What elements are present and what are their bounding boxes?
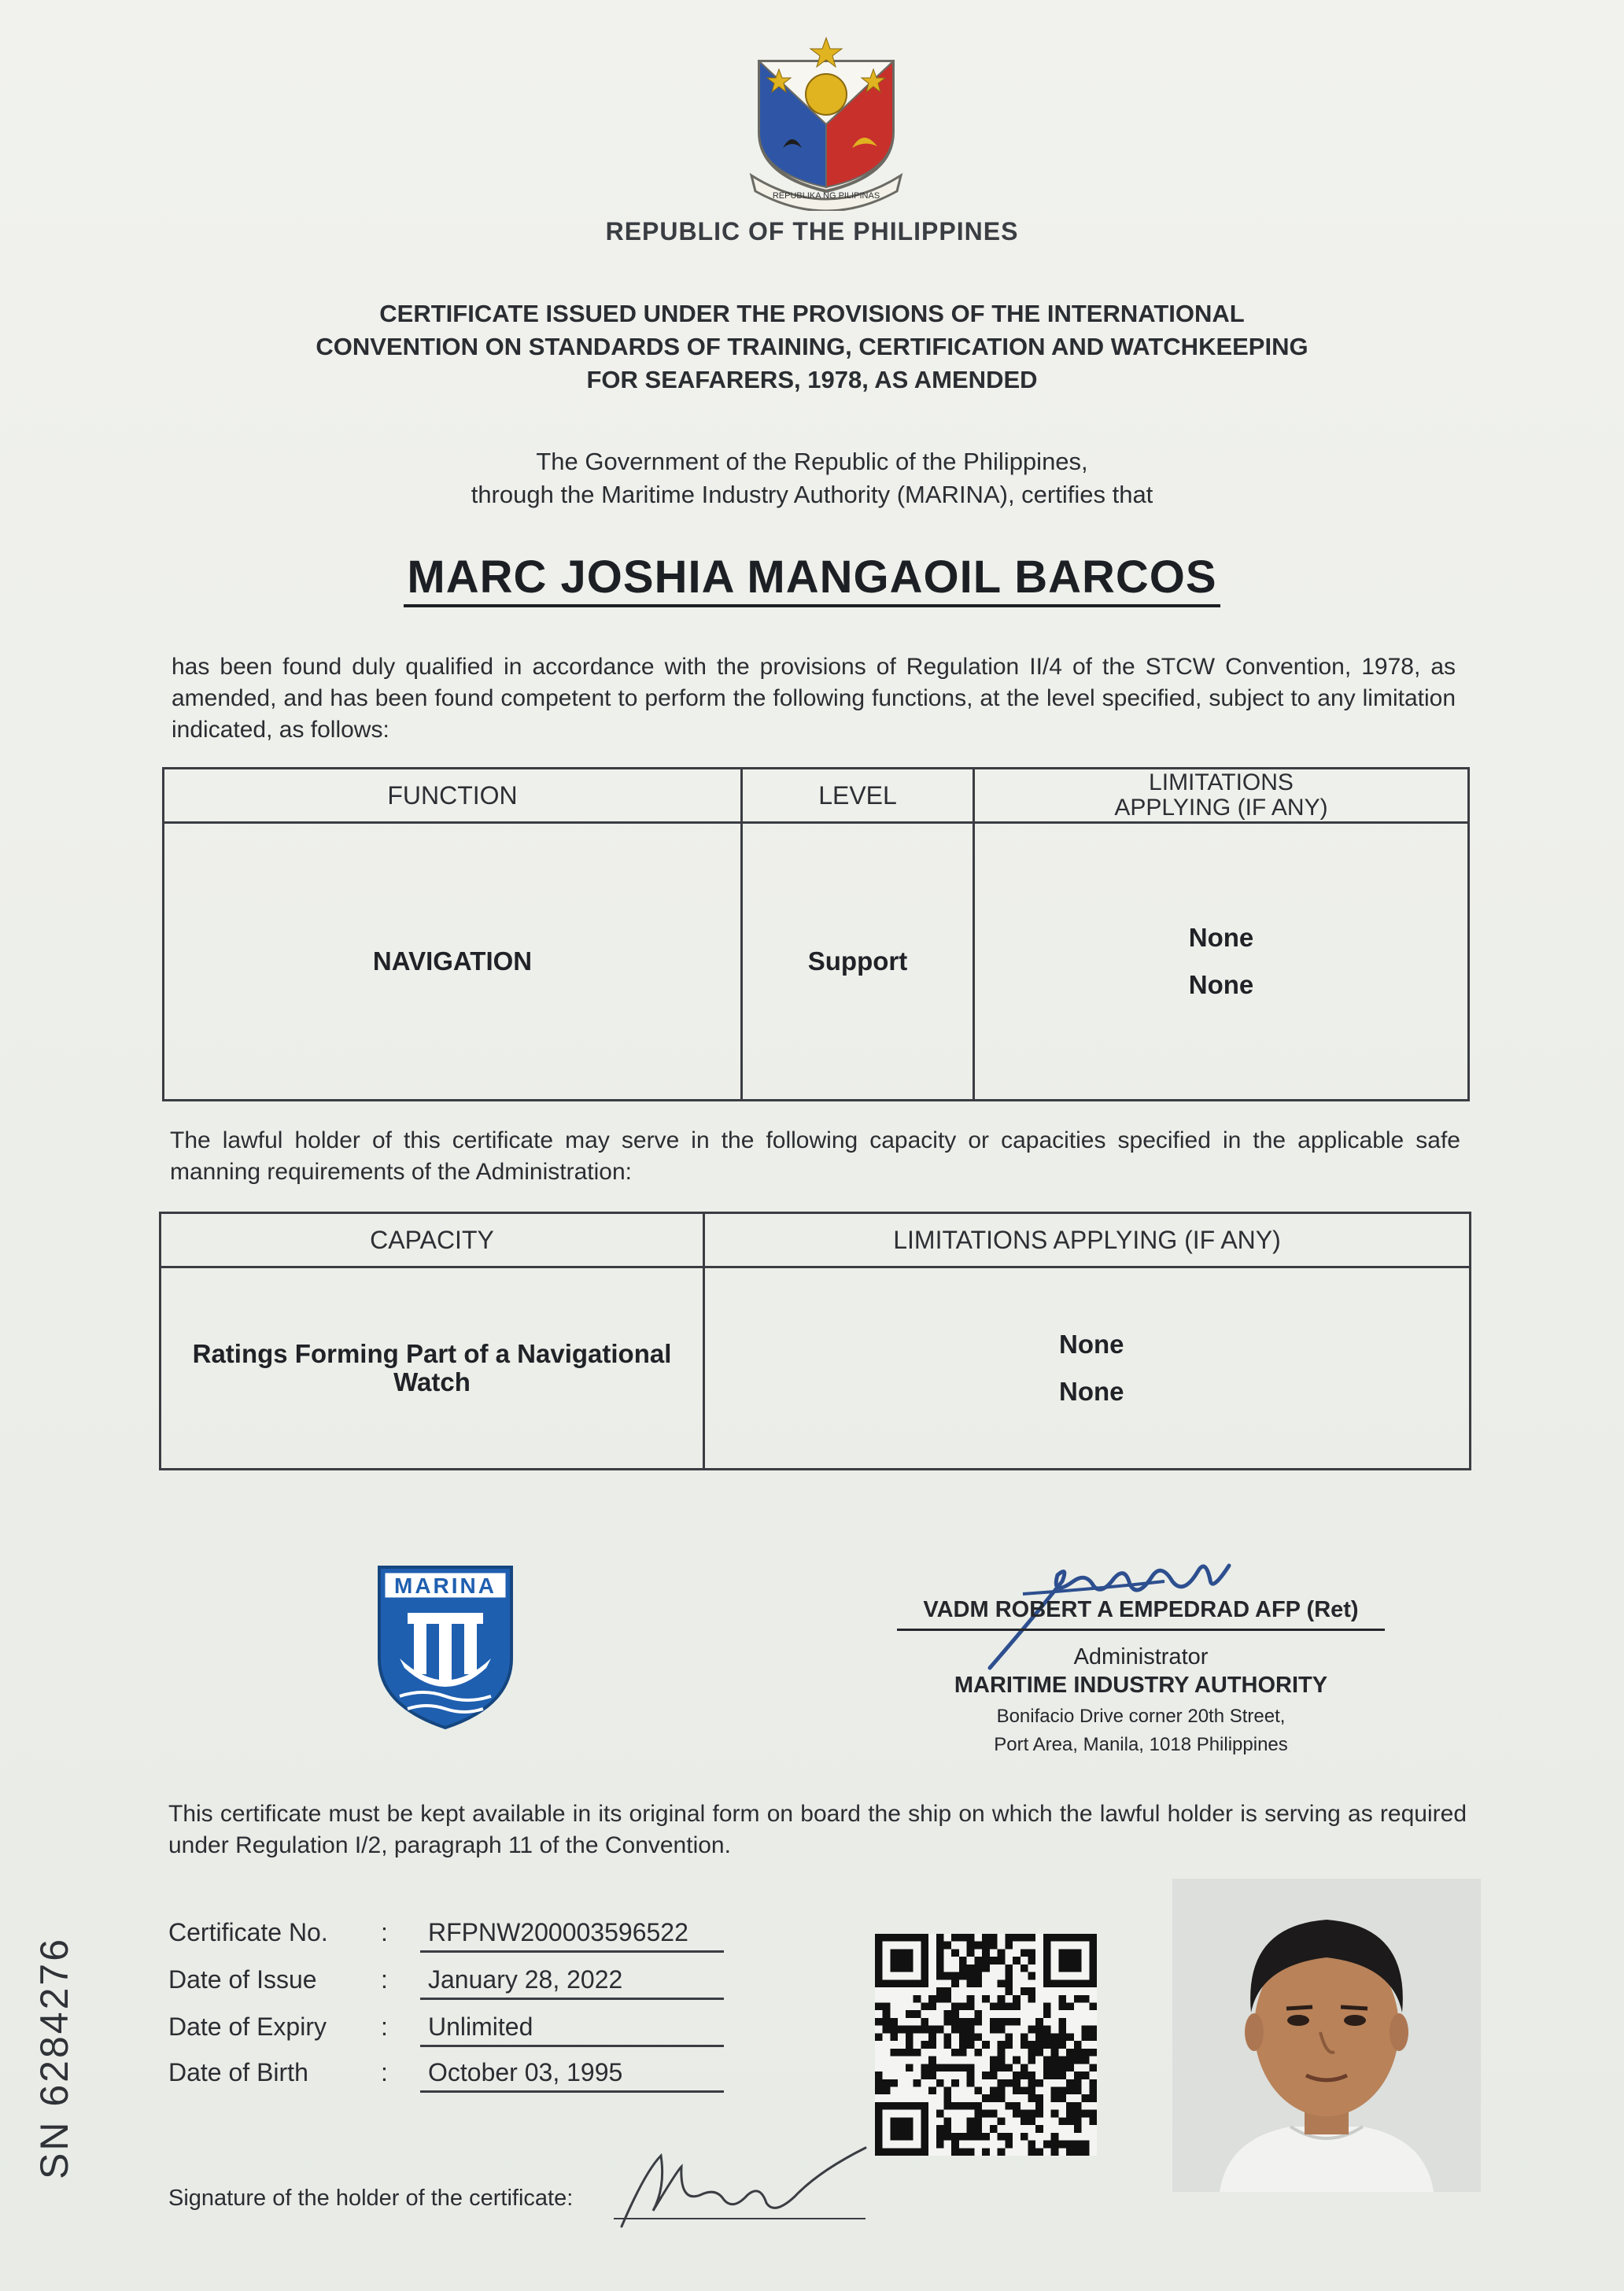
government-statement-line: The Government of the Republic of the Philippines, bbox=[536, 448, 1088, 475]
limitations-cell bbox=[974, 823, 1469, 1101]
limitations-header-line: APPLYING (IF ANY) bbox=[1114, 795, 1328, 821]
function-table bbox=[162, 767, 1470, 1101]
government-statement bbox=[0, 445, 1624, 511]
holder-photo bbox=[1172, 1879, 1481, 2192]
limitation-value: None bbox=[1188, 923, 1254, 952]
level-header: LEVEL bbox=[742, 769, 974, 823]
table-row bbox=[164, 823, 1469, 1101]
country-heading: REPUBLIC OF THE PHILIPPINES bbox=[605, 217, 1019, 245]
signature-line bbox=[897, 1629, 1385, 1631]
capacity-line: Watch bbox=[393, 1367, 471, 1396]
limitation-value: None bbox=[1059, 1377, 1124, 1406]
level-cell: Support bbox=[742, 823, 974, 1101]
limitation-value: None bbox=[1059, 1330, 1124, 1359]
limitation-value: None bbox=[1188, 970, 1254, 999]
signatory-title: Administrator bbox=[1073, 1644, 1209, 1669]
serial-number: SN 6284276 bbox=[32, 1936, 76, 2179]
capacity-cell bbox=[161, 1267, 704, 1470]
colon: : bbox=[381, 1965, 388, 1994]
table-row bbox=[161, 1267, 1471, 1470]
date-of-expiry-label: Date of Expiry bbox=[168, 2012, 327, 2041]
colon: : bbox=[381, 2058, 388, 2086]
authority-name: MARITIME INDUSTRY AUTHORITY bbox=[954, 1673, 1328, 1698]
capacity-header: CAPACITY bbox=[161, 1213, 704, 1267]
holder-signature-label: Signature of the holder of the certificate: bbox=[168, 2186, 574, 2211]
qr-code-icon bbox=[875, 1934, 1097, 2156]
holder-name-text: MARC JOSHIA MANGAOIL BARCOS bbox=[404, 552, 1220, 607]
function-header: FUNCTION bbox=[164, 769, 742, 823]
keep-on-board-paragraph: This certificate must be kept available in its original form on board the ship on which the lawful holder is serving as required under Regulation I/2, paragraph 11 of the Convention. bbox=[168, 1801, 1467, 1858]
capacity-paragraph: The lawful holder of this certificate may serve in the following capacity or capacities specified in the applicable safe manning requirements of the Administration: bbox=[170, 1127, 1460, 1185]
seal-ribbon-text: REPUBLIKA NG PILIPINAS bbox=[772, 191, 880, 201]
qualification-paragraph: has been found duly qualified in accordance with the provisions of Regulation II/4 of the STCW Convention, 1978, as amended, and has been found competent to perform the following functions, at the level specified, subject to any limitation indicated, as follows: bbox=[172, 654, 1456, 743]
government-statement-line: through the Maritime Industry Authority (MARINA), certifies that bbox=[471, 481, 1153, 508]
date-of-issue-value: January 28, 2022 bbox=[420, 1965, 724, 2000]
authority-address-line: Bonifacio Drive corner 20th Street, bbox=[996, 1706, 1286, 1727]
date-of-expiry-value: Unlimited bbox=[420, 2012, 724, 2047]
date-of-birth-value: October 03, 1995 bbox=[420, 2058, 724, 2093]
date-of-birth-label: Date of Birth bbox=[168, 2058, 308, 2086]
certificate-title-line: FOR SEAFARERS, 1978, AS AMENDED bbox=[586, 366, 1038, 393]
marina-logo-text: MARINA bbox=[394, 1573, 496, 1598]
authority-address-line: Port Area, Manila, 1018 Philippines bbox=[994, 1734, 1288, 1755]
capacity-line: Ratings Forming Part of a Navigational bbox=[192, 1339, 672, 1368]
function-cell: NAVIGATION bbox=[164, 823, 742, 1101]
certificate-title bbox=[205, 297, 1419, 397]
certificate-number-value: RFPNW200003596522 bbox=[420, 1918, 724, 1953]
certificate-title-line: CONVENTION ON STANDARDS OF TRAINING, CERTIFICATION AND WATCHKEEPING bbox=[316, 333, 1308, 360]
signatory-name: VADM ROBERT A EMPEDRAD AFP (Ret) bbox=[923, 1597, 1359, 1622]
certificate-title-line: CERTIFICATE ISSUED UNDER THE PROVISIONS OF THE INTERNATIONAL bbox=[379, 300, 1245, 327]
colon: : bbox=[381, 1918, 388, 1946]
holder-signature bbox=[606, 2140, 889, 2234]
date-of-issue-label: Date of Issue bbox=[168, 1965, 317, 1994]
colon: : bbox=[381, 2012, 388, 2041]
limitations-header bbox=[974, 769, 1469, 823]
capacity-table bbox=[159, 1212, 1471, 1470]
holder-name bbox=[0, 551, 1624, 603]
limitations-header-line: LIMITATIONS bbox=[1149, 769, 1294, 795]
capacity-limitations-header: LIMITATIONS APPLYING (IF ANY) bbox=[704, 1213, 1471, 1267]
certificate-number-label: Certificate No. bbox=[168, 1918, 328, 1946]
philippine-seal-icon bbox=[744, 30, 909, 211]
capacity-limitations-cell bbox=[704, 1267, 1471, 1470]
marina-logo-icon bbox=[376, 1564, 515, 1731]
